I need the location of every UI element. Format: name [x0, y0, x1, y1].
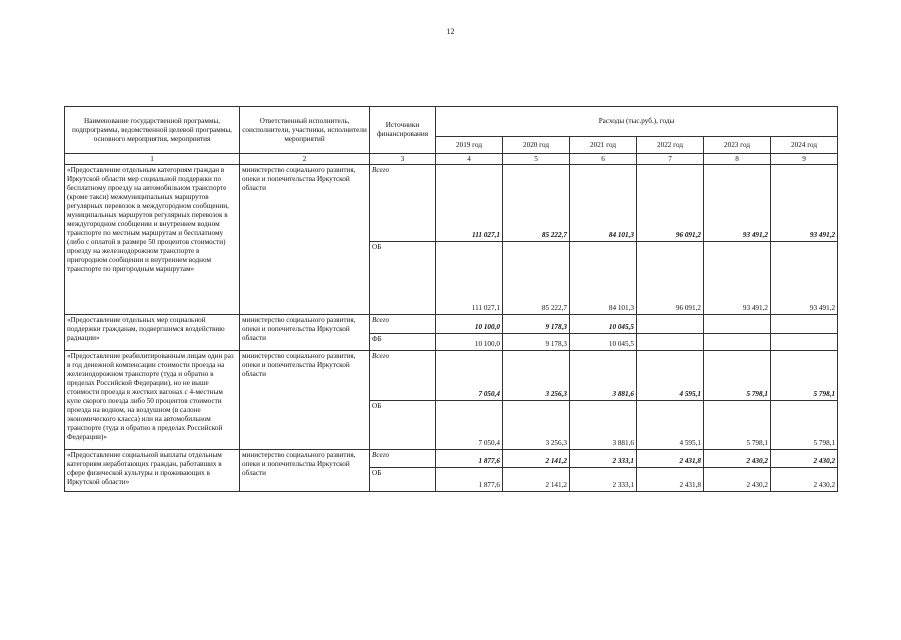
column-number: 9 — [771, 154, 838, 165]
source-value: 111 027,1 — [436, 242, 503, 315]
expenses-table — [64, 106, 838, 492]
source-value: 2 431,8 — [637, 468, 704, 492]
source-value: 1 877,6 — [436, 468, 503, 492]
total-value: 93 491,2 — [771, 165, 838, 242]
header-source: Источники финансирования — [370, 107, 436, 154]
source-value: 85 222,7 — [503, 242, 570, 315]
header-year: 2022 год — [637, 137, 704, 154]
total-value: 5 798,1 — [704, 351, 771, 401]
source-label: ОБ — [370, 468, 436, 492]
table-row — [65, 165, 838, 242]
source-value: 7 050,4 — [436, 401, 503, 450]
table-row — [65, 450, 838, 468]
page-number: 12 — [446, 27, 455, 36]
total-value: 10 100,0 — [436, 315, 503, 334]
source-value — [771, 334, 838, 351]
measure-name: «Предоставление реабилитированным лицам один раз в год денежной компенсации стоимости проезда на железнодорожном транспорте (туда и обратно в пределах Российской Федерации), но не выше стоимости проезда в жестких вагонах с 4-местным купе скорого поезда либо 50 процентов стоимости проезда на водном, на воздушном (в салоне экономического класса) или на автомобильном транспорте (туда и обратно в пределах Российской Федерации)» — [65, 351, 240, 450]
column-number: 7 — [637, 154, 704, 165]
source-value: 3 256,3 — [503, 401, 570, 450]
total-value: 2 333,1 — [570, 450, 637, 468]
source-value — [704, 334, 771, 351]
total-value: 3 256,3 — [503, 351, 570, 401]
total-value: 2 430,2 — [704, 450, 771, 468]
source-value: 9 178,3 — [503, 334, 570, 351]
source-value: 10 100,0 — [436, 334, 503, 351]
source-value: 3 881,6 — [570, 401, 637, 450]
header-year: 2023 год — [704, 137, 771, 154]
executor: министерство социального развития, опеки и попечительства Иркутской области — [240, 165, 370, 315]
source-label: ОБ — [370, 242, 436, 315]
total-value: 84 101,3 — [570, 165, 637, 242]
measure-name: «Предоставление отдельным категориям граждан в Иркутской области мер социальной поддержки по бесплатному проезду на автомобильном транспорте (кроме такси) межмуниципальных маршрутов регулярных перевозок в междугородном сообщении, муниципальных маршрутов регулярных перевозок в междугородном сообщении и внутреннем водном транспорте по местным маршрутам и бесплатному (либо с оплатой в размере 50 процентов стоимости) проезду на железнодорожном транспорте в пригородном сообщении и внутреннем водном транспорте по пригородным маршрутам» — [65, 165, 240, 315]
header-year: 2021 год — [570, 137, 637, 154]
header-year: 2019 год — [436, 137, 503, 154]
total-value: 85 222,7 — [503, 165, 570, 242]
total-value — [704, 315, 771, 334]
total-value: 5 798,1 — [771, 351, 838, 401]
table-row — [65, 351, 838, 401]
header-expenses: Расходы (тыс.руб.), годы — [436, 107, 838, 137]
source-value: 2 141,2 — [503, 468, 570, 492]
total-value — [637, 315, 704, 334]
header-year: 2024 год — [771, 137, 838, 154]
total-value: 9 178,3 — [503, 315, 570, 334]
header-year: 2020 год — [503, 137, 570, 154]
total-value: 2 430,2 — [771, 450, 838, 468]
source-label: ОБ — [370, 401, 436, 450]
executor: министерство социального развития, опеки и попечительства Иркутской области — [240, 351, 370, 450]
source-value: 2 430,2 — [704, 468, 771, 492]
source-total-label: Всего — [370, 165, 436, 242]
source-value: 96 091,2 — [637, 242, 704, 315]
column-number: 4 — [436, 154, 503, 165]
total-value: 3 881,6 — [570, 351, 637, 401]
source-label: ФБ — [370, 334, 436, 351]
measure-name: «Предоставление социальной выплаты отдельным категориям неработающих граждан, работавших в сфере физической культуры и проживающих в Иркутской области» — [65, 450, 240, 492]
column-number: 5 — [503, 154, 570, 165]
measure-name: «Предоставление отдельных мер социальной поддержки гражданам, подвергшимся воздействию радиации» — [65, 315, 240, 351]
column-number: 3 — [370, 154, 436, 165]
executor: министерство социального развития, опеки и попечительства Иркутской области — [240, 450, 370, 492]
column-number: 8 — [704, 154, 771, 165]
table-row — [65, 315, 838, 334]
total-value: 2 431,8 — [637, 450, 704, 468]
header-name: Наименование государственной программы, подпрограммы, ведомственной целевой программы, основного мероприятия, мероприятия — [65, 107, 240, 154]
column-number: 6 — [570, 154, 637, 165]
total-value: 4 595,1 — [637, 351, 704, 401]
source-value: 4 595,1 — [637, 401, 704, 450]
total-value: 2 141,2 — [503, 450, 570, 468]
total-value: 1 877,6 — [436, 450, 503, 468]
column-number: 2 — [240, 154, 370, 165]
header-executor: Ответственный исполнитель, соисполнители, участники, исполнители мероприятий — [240, 107, 370, 154]
total-value — [771, 315, 838, 334]
executor: министерство социального развития, опеки и попечительства Иркутской области — [240, 315, 370, 351]
source-total-label: Всего — [370, 315, 436, 334]
source-value: 2 333,1 — [570, 468, 637, 492]
total-value: 93 491,2 — [704, 165, 771, 242]
source-value — [637, 334, 704, 351]
source-value: 93 491,2 — [704, 242, 771, 315]
source-total-label: Всего — [370, 351, 436, 401]
total-value: 7 050,4 — [436, 351, 503, 401]
source-value: 5 798,1 — [771, 401, 838, 450]
source-total-label: Всего — [370, 450, 436, 468]
source-value: 2 430,2 — [771, 468, 838, 492]
total-value: 10 045,5 — [570, 315, 637, 334]
source-value: 93 491,2 — [771, 242, 838, 315]
total-value: 96 091,2 — [637, 165, 704, 242]
column-number: 1 — [65, 154, 240, 165]
source-value: 5 798,1 — [704, 401, 771, 450]
source-value: 84 101,3 — [570, 242, 637, 315]
source-value: 10 045,5 — [570, 334, 637, 351]
total-value: 111 027,1 — [436, 165, 503, 242]
